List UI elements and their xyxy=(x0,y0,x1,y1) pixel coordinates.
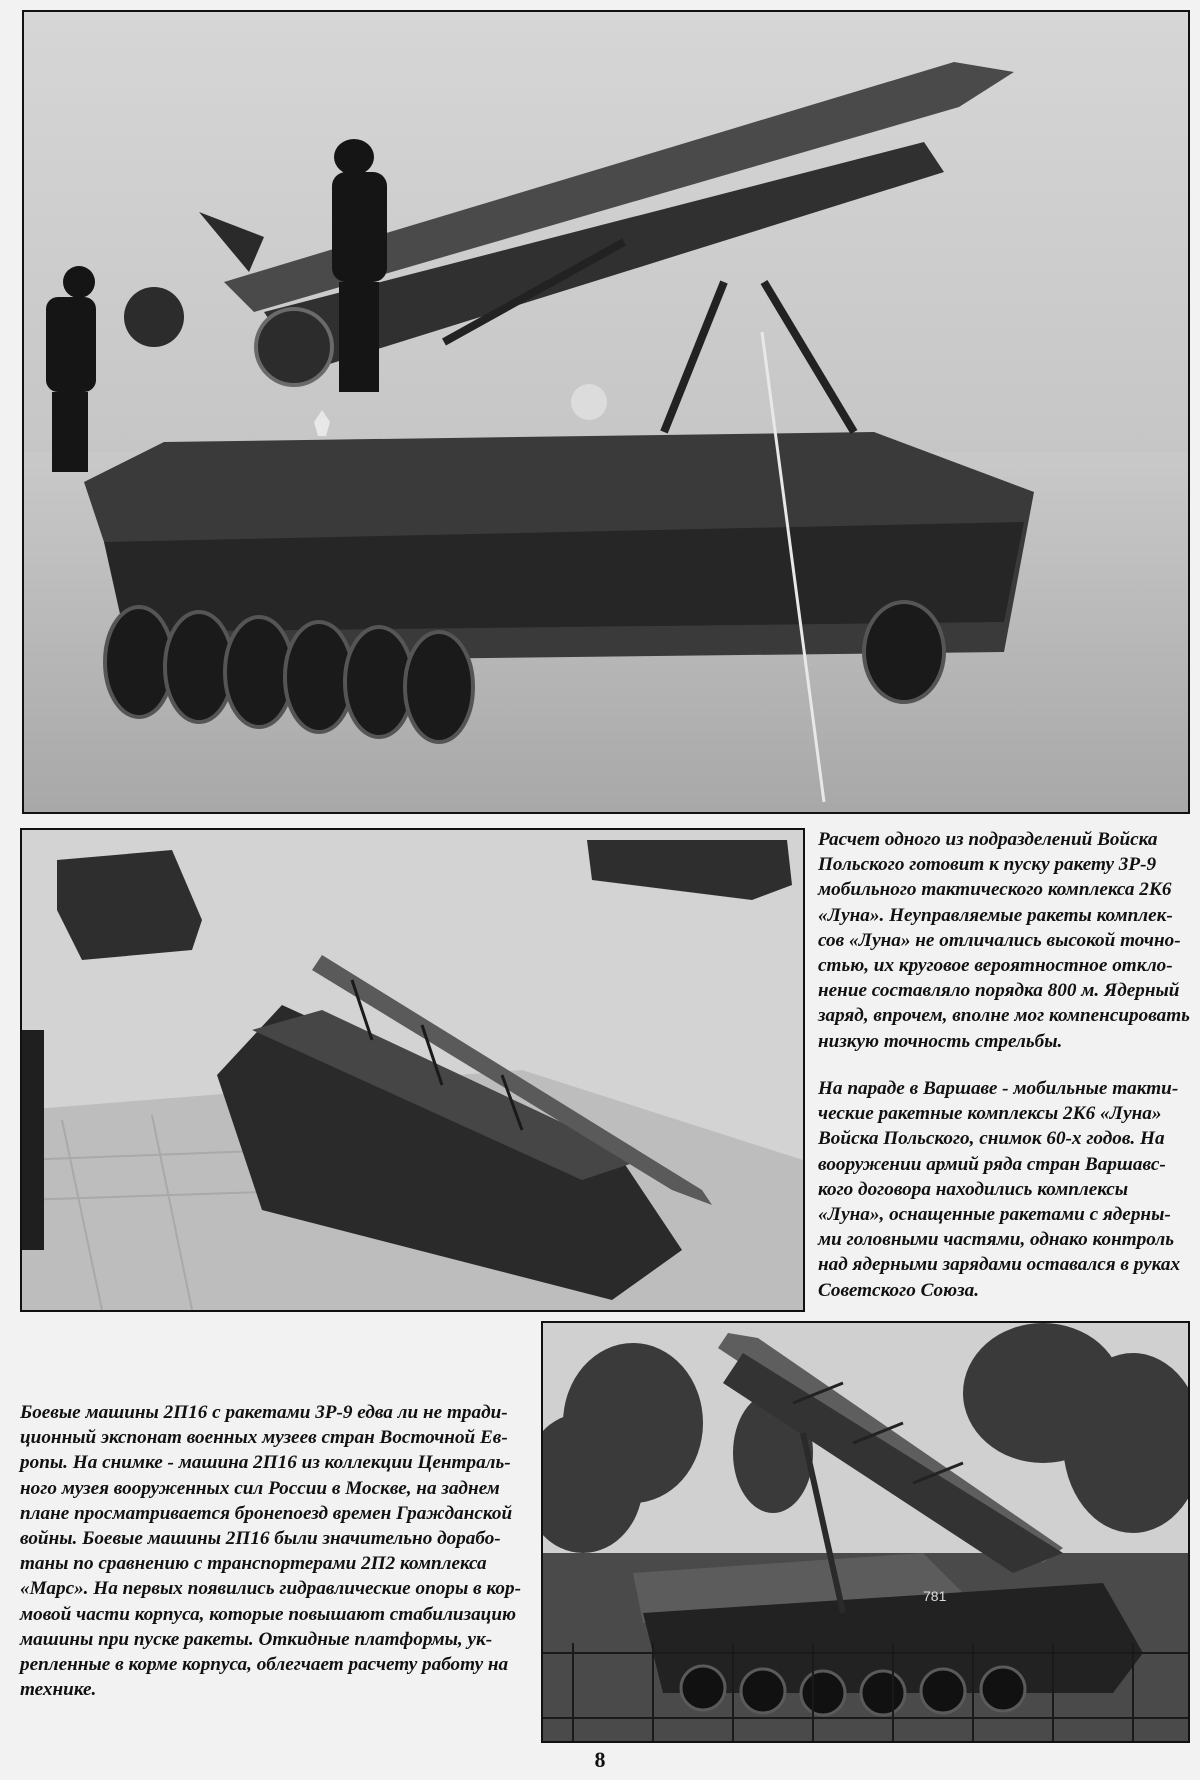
photo-launch-crew xyxy=(22,10,1190,814)
page-number: 8 xyxy=(594,1747,606,1772)
caption-launch-crew: Расчет одного из подразделений Войска Польского готовит к пуску ракету 3Р-9 мобильного тактического комплекса 2К6 «Луна». Неуправляемые ракеты комплек- сов «Луна» не отличались высокой точно- стью, их круговое вероятностное откло- нение составляло порядка 800 м. Ядерный заряд, впрочем, вполне мог компенсировать низкую точность стрельбы. xyxy=(818,829,1190,1052)
caption-museum-exhibit: Боевые машины 2П16 с ракетами 3Р-9 едва ли не тради- ционный экспонат военных музеев стран Восточной Ев- ропы. На снимке - машина 2П16 из коллекции Централь- ного музея вооруженных сил России в Москве, на заднем плане просматривается бронепоезд времен Гражданской войны. Боевые машины 2П16 были значительно дорабо- таны по сравнению с транспортерами 2П2 комплекса «Марс». На первых появились гидравлические опоры в кор- мовой части корпуса, которые повышают стабилизацию машины при пуске ракеты. Откидные платформы, ук- репленные в корме корпуса, облегчает расчету работу на технике. xyxy=(20,1402,522,1701)
museum-hull-number: 781 xyxy=(923,1588,947,1604)
photo-museum-exhibit xyxy=(541,1321,1190,1743)
caption-warsaw-parade: На параде в Варшаве - мобильные такти- ческие ракетные комплексы 2К6 «Луна» Войска Польского, снимок 60-х годов. На вооружении армий ряда стран Варшавс- кого договора находились комплексы «Луна», оснащенные ракетами с ядерны- ми головными частями, однако контроль над ядерными зарядами оставался в руках Советского Союза. xyxy=(818,1078,1181,1301)
photo-warsaw-parade xyxy=(20,828,805,1312)
